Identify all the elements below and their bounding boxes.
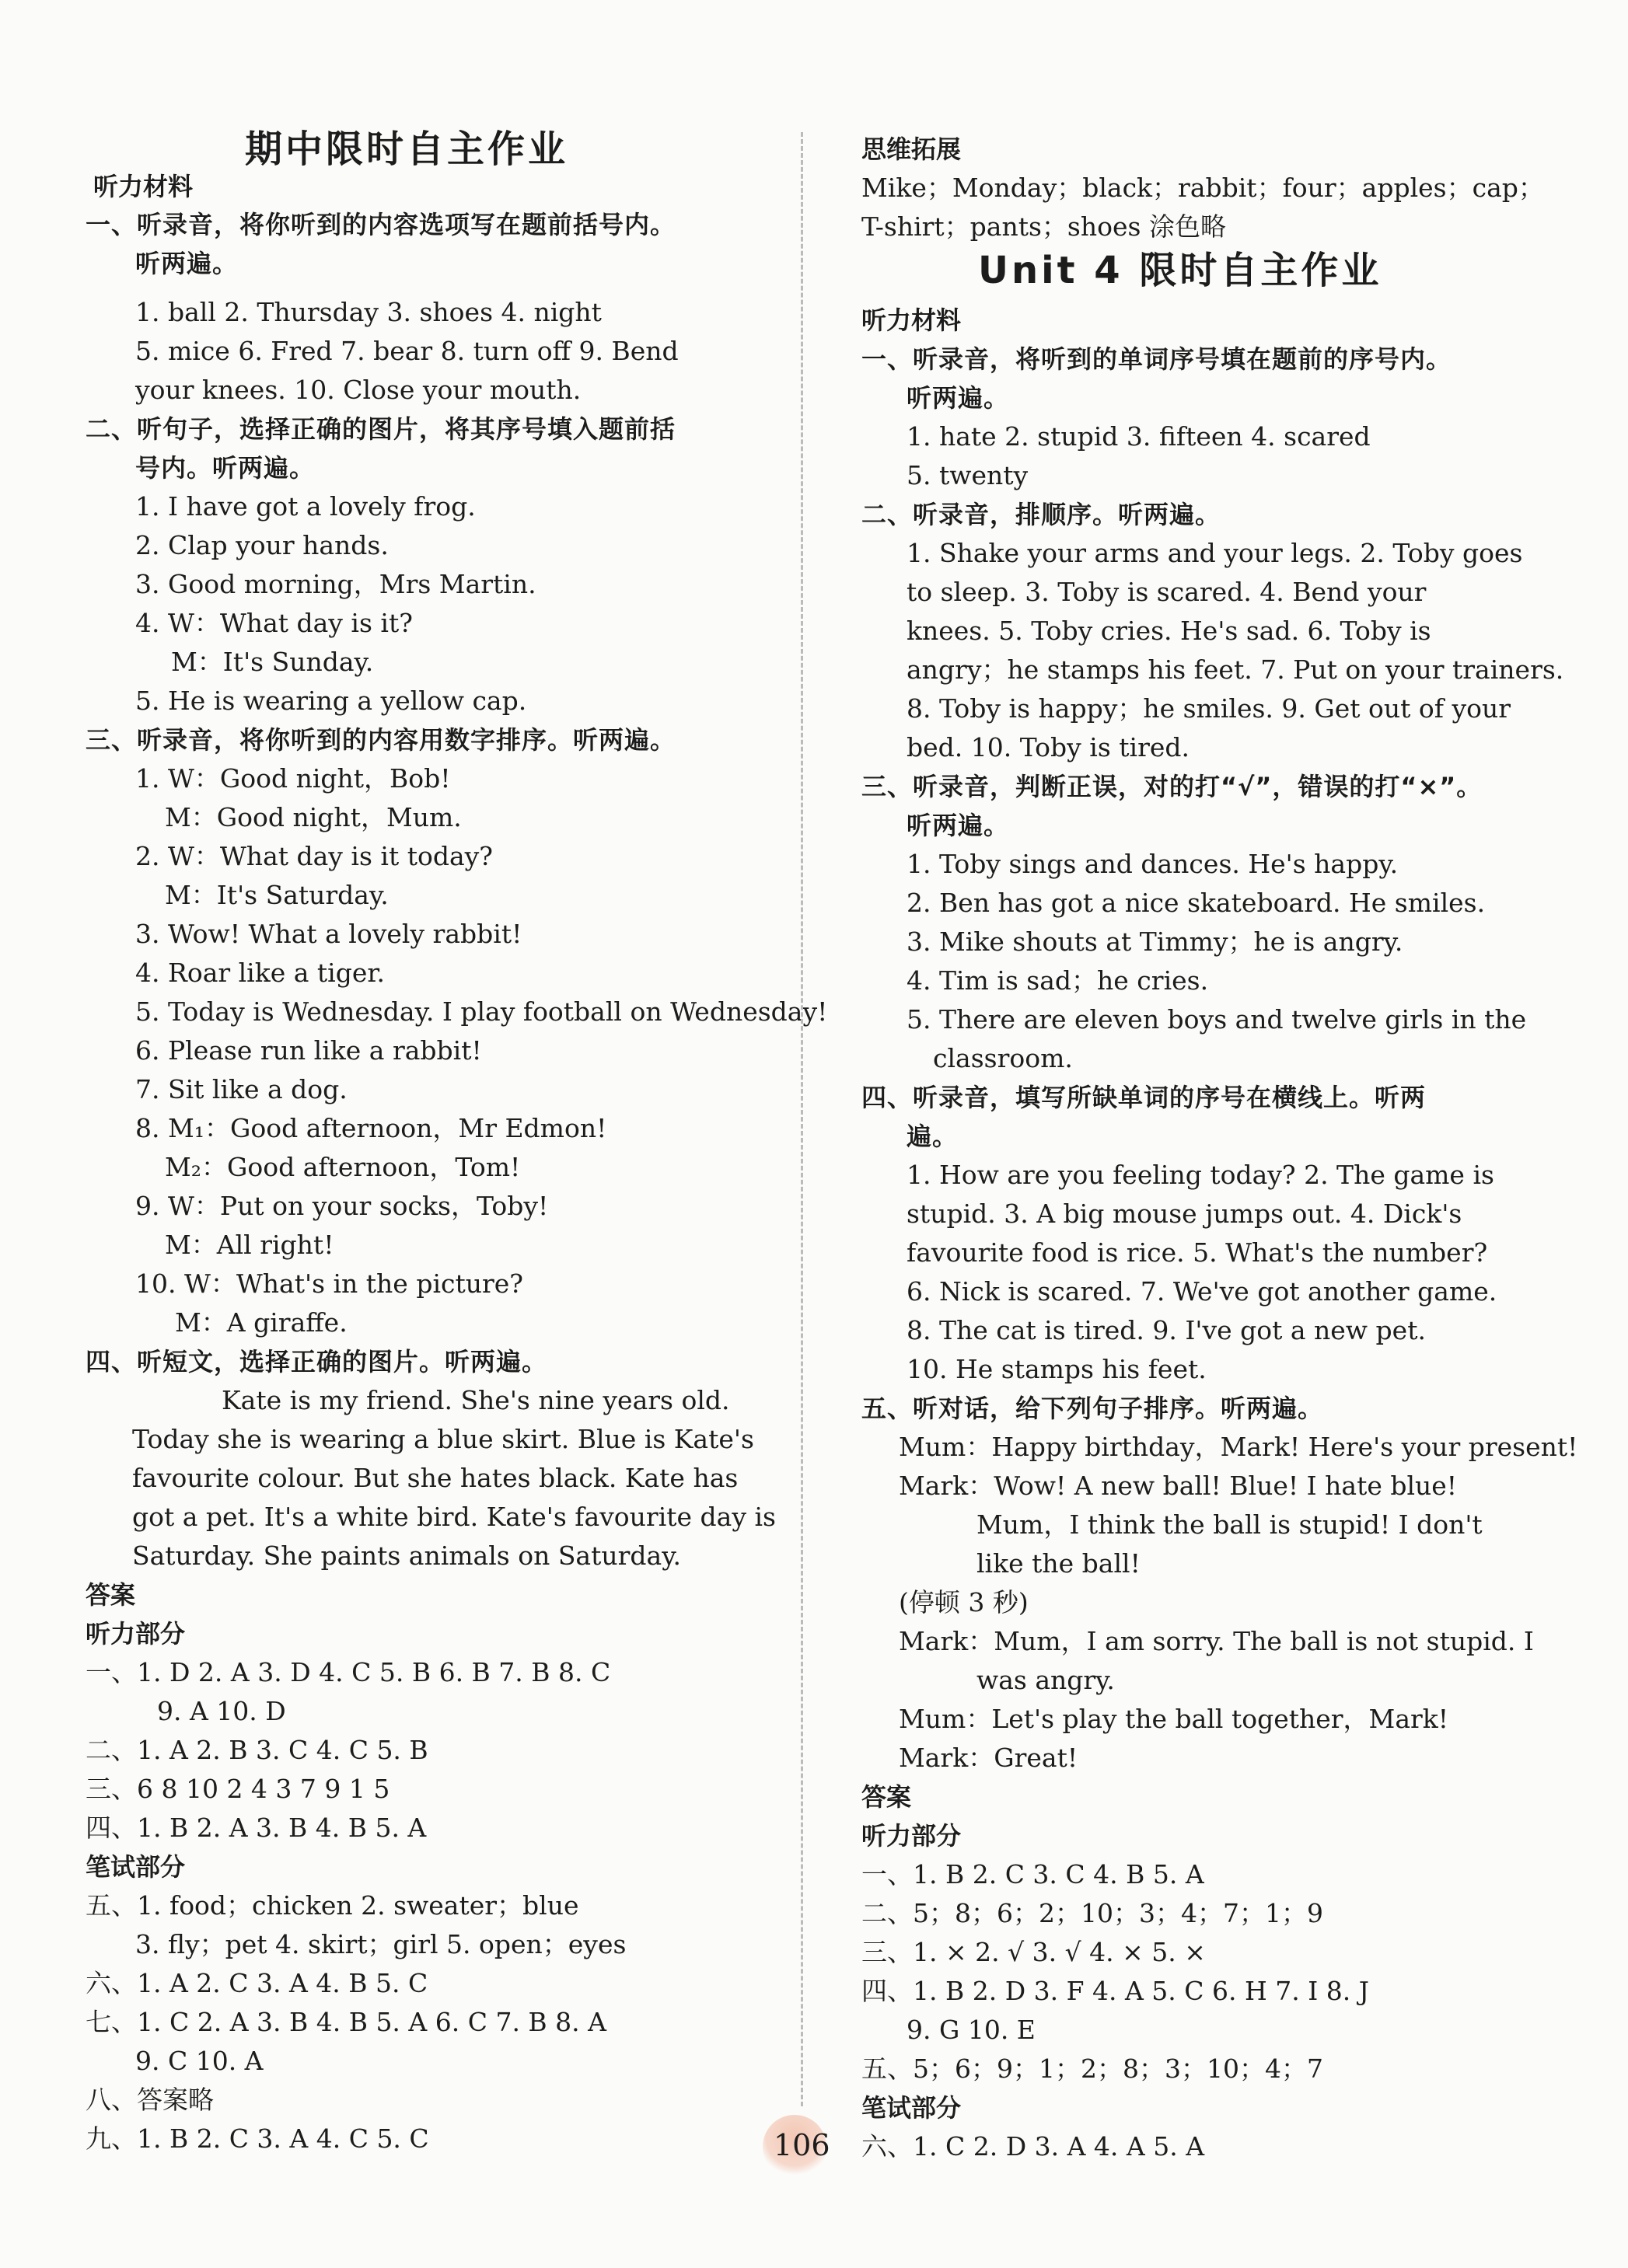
left-text-line: M：It's Saturday.	[165, 880, 389, 910]
right-text-line: 思维拓展	[861, 134, 962, 164]
left-text-line: 六、1. A 2. C 3. A 4. B 5. C	[86, 1968, 428, 1998]
right-text-line: 3. Mike shouts at Timmy；he is angry.	[907, 926, 1403, 957]
right-text-line: 6. Nick is scared. 7. We've got another game.	[907, 1276, 1497, 1307]
right-text-line: 三、1. × 2. √ 3. √ 4. × 5. ×	[861, 1937, 1206, 1967]
right-text-line: 一、听录音，将听到的单词序号填在题前的序号内。	[861, 344, 1452, 374]
right-text-line: 遍。	[907, 1122, 959, 1151]
right-text-line: 四、听录音，填写所缺单词的序号在横线上。听两	[861, 1083, 1427, 1112]
right-text-line: T-shirt；pants；shoes 涂色略	[861, 211, 1226, 242]
right-text-line: 4. Tim is sad；he cries.	[907, 965, 1209, 996]
right-text-line: 2. Ben has got a nice skateboard. He smiles.	[907, 888, 1486, 918]
right-text-line: 听两遍。	[907, 811, 1010, 840]
left-text-line: M：Good night，Mum.	[165, 802, 462, 832]
right-text-line: Mike；Monday；black；rabbit；four；apples；cap；	[861, 173, 1544, 203]
right-text-line: 8. The cat is tired. 9. I've got a new pet.	[907, 1315, 1426, 1345]
left-text-line: 听力部分	[86, 1619, 186, 1649]
right-text-line: 笔试部分	[861, 2093, 962, 2123]
left-text-line: 9. A 10. D	[157, 1696, 286, 1726]
right-text-line: was angry.	[976, 1665, 1115, 1695]
left-text-line: 4. W：What day is it?	[135, 608, 413, 638]
left-text-line: 8. M₁：Good afternoon，Mr Edmon!	[135, 1113, 607, 1143]
right-text-line: 1. Shake your arms and your legs. 2. Toby goes	[907, 538, 1523, 568]
left-text-line: 九、1. B 2. C 3. A 4. C 5. C	[86, 2123, 429, 2154]
left-text-line: 四、1. B 2. A 3. B 4. B 5. A	[86, 1813, 427, 1843]
left-text-line: 3. Wow! What a lovely rabbit!	[135, 919, 522, 949]
left-text-line: M：A giraffe.	[175, 1307, 348, 1338]
left-text-line: 2. W：What day is it today?	[135, 841, 493, 871]
left-text-line: 一、听录音，将你听到的内容选项写在题前括号内。	[86, 210, 676, 239]
right-text-line: 答案	[861, 1782, 912, 1812]
left-text-line: 5. mice 6. Fred 7. bear 8. turn off 9. Bend	[135, 336, 679, 366]
left-text-line: 1. W：Good night，Bob!	[135, 763, 451, 794]
right-text-line: to sleep. 3. Toby is scared. 4. Bend your	[907, 577, 1427, 607]
left-text-line: 5. Today is Wednesday. I play football on Wednesday!	[135, 996, 828, 1027]
right-text-line: 三、听录音，判断正误，对的打“√”，错误的打“×”。	[861, 772, 1483, 801]
right-unit-title: Unit 4 限时自主作业	[978, 249, 1382, 292]
left-text-line: Saturday. She paints animals on Saturday.	[132, 1540, 681, 1571]
right-text-line: classroom.	[933, 1043, 1073, 1073]
right-text-line: 听力部分	[861, 1821, 962, 1851]
right-text-line: 二、5；8；6；2；10；3；4；7；1；9	[861, 1898, 1323, 1928]
column-divider	[801, 132, 803, 2106]
left-text-line: M：All right!	[165, 1230, 334, 1260]
left-text-line: 一、1. D 2. A 3. D 4. C 5. B 6. B 7. B 8. C	[86, 1657, 611, 1687]
left-text-line: M₂：Good afternoon，Tom!	[165, 1152, 521, 1182]
left-text-line: 4. Roar like a tiger.	[135, 958, 386, 988]
right-text-line: 8. Toby is happy；he smiles. 9. Get out of your	[907, 693, 1511, 724]
right-text-line: Mark：Mum，I am sorry. The ball is not stupid. I	[899, 1626, 1534, 1656]
right-text-line: angry；he stamps his feet. 7. Put on your trainers.	[907, 654, 1564, 685]
right-text-line: 五、听对话，给下列句子排序。听两遍。	[861, 1394, 1324, 1423]
right-text-line: bed. 10. Toby is tired.	[907, 732, 1190, 762]
right-text-line: 二、听录音，排顺序。听两遍。	[861, 500, 1221, 529]
right-text-line: 5. twenty	[907, 460, 1029, 490]
right-text-line: 一、1. B 2. C 3. C 4. B 5. A	[861, 1859, 1204, 1889]
right-text-line: Mum，I think the ball is stupid! I don't	[976, 1509, 1483, 1540]
left-text-line: favourite colour. But she hates black. Kate has	[132, 1463, 739, 1493]
right-text-line: like the ball!	[976, 1548, 1141, 1579]
right-text-line: knees. 5. Toby cries. He's sad. 6. Toby is	[907, 616, 1431, 646]
right-text-line: Mark：Wow! A new ball! Blue! I hate blue!	[899, 1471, 1458, 1501]
left-text-line: 二、听句子，选择正确的图片，将其序号填入题前括	[86, 414, 676, 444]
left-text-line: your knees. 10. Close your mouth.	[135, 375, 582, 405]
right-text-line: 1. Toby sings and dances. He's happy.	[907, 849, 1399, 879]
left-text-line: 2. Clap your hands.	[135, 530, 389, 560]
right-text-line: stupid. 3. A big mouse jumps out. 4. Dick's	[907, 1199, 1462, 1229]
left-text-line: 答案	[86, 1580, 136, 1610]
left-text-line: 七、1. C 2. A 3. B 4. B 5. A 6. C 7. B 8. A	[86, 2007, 606, 2037]
left-text-line: got a pet. It's a white bird. Kate's favourite day is	[132, 1502, 776, 1532]
right-text-line: 听两遍。	[907, 383, 1010, 413]
left-text-line: M：It's Sunday.	[171, 647, 374, 677]
left-text-line: 五、1. food；chicken 2. sweater；blue	[86, 1890, 579, 1921]
page-number: 106	[774, 2126, 830, 2165]
right-text-line: 1. How are you feeling today? 2. The game is	[907, 1160, 1494, 1190]
right-text-line: Mum：Let's play the ball together，Mark!	[899, 1704, 1449, 1734]
left-text-line: 四、听短文，选择正确的图片。听两遍。	[86, 1347, 548, 1377]
right-text-line: 10. He stamps his feet.	[907, 1354, 1207, 1384]
right-text-line: 六、1. C 2. D 3. A 4. A 5. A	[861, 2131, 1205, 2162]
left-text-line: 三、听录音，将你听到的内容用数字排序。听两遍。	[86, 725, 676, 755]
left-text-line: 5. He is wearing a yellow cap.	[135, 686, 527, 716]
left-text-line: Kate is my friend. She's nine years old.	[222, 1385, 730, 1415]
right-text-line: 四、1. B 2. D 3. F 4. A 5. C 6. H 7. I 8. J	[861, 1976, 1369, 2006]
left-text-line: 笔试部分	[86, 1852, 186, 1882]
left-text-line: Today she is wearing a blue skirt. Blue is Kate's	[132, 1424, 754, 1454]
left-text-line: 7. Sit like a dog.	[135, 1074, 348, 1104]
right-text-line: 1. hate 2. stupid 3. fifteen 4. scared	[907, 421, 1371, 452]
left-text-line: 八、答案略	[86, 2085, 214, 2115]
left-text-line: 1. ball 2. Thursday 3. shoes 4. night	[135, 297, 602, 327]
left-text-line: 9. C 10. A	[135, 2046, 264, 2076]
left-text-line: 3. Good morning，Mrs Martin.	[135, 569, 536, 599]
right-text-line: 五、5；6；9；1；2；8；3；10；4；7	[861, 2053, 1323, 2084]
right-text-line: Mark：Great!	[899, 1743, 1078, 1773]
right-text-line: 听力材料	[861, 305, 962, 335]
right-text-line: favourite food is rice. 5. What's the number?	[907, 1237, 1488, 1268]
left-text-line: 号内。听两遍。	[135, 453, 316, 483]
left-text-line: 1. I have got a lovely frog.	[135, 491, 476, 522]
left-text-line: 三、6 8 10 2 4 3 7 9 1 5	[86, 1774, 390, 1804]
left-text-line: 听力材料	[93, 172, 194, 201]
left-text-line: 二、1. A 2. B 3. C 4. C 5. B	[86, 1735, 428, 1765]
left-text-line: 3. fly；pet 4. skirt；girl 5. open；eyes	[135, 1929, 627, 1959]
left-page-title: 期中限时自主作业	[245, 127, 569, 171]
right-text-line: 5. There are eleven boys and twelve girls in the	[907, 1004, 1527, 1035]
right-text-line: (停顿 3 秒)	[899, 1587, 1029, 1617]
right-text-line: Mum：Happy birthday，Mark! Here's your present!	[899, 1432, 1578, 1462]
right-text-line: 9. G 10. E	[907, 2015, 1036, 2045]
left-text-line: 听两遍。	[135, 249, 239, 278]
left-text-line: 6. Please run like a rabbit!	[135, 1035, 482, 1066]
left-text-line: 10. W：What's in the picture?	[135, 1268, 523, 1299]
left-text-line: 9. W：Put on your socks，Toby!	[135, 1191, 549, 1221]
